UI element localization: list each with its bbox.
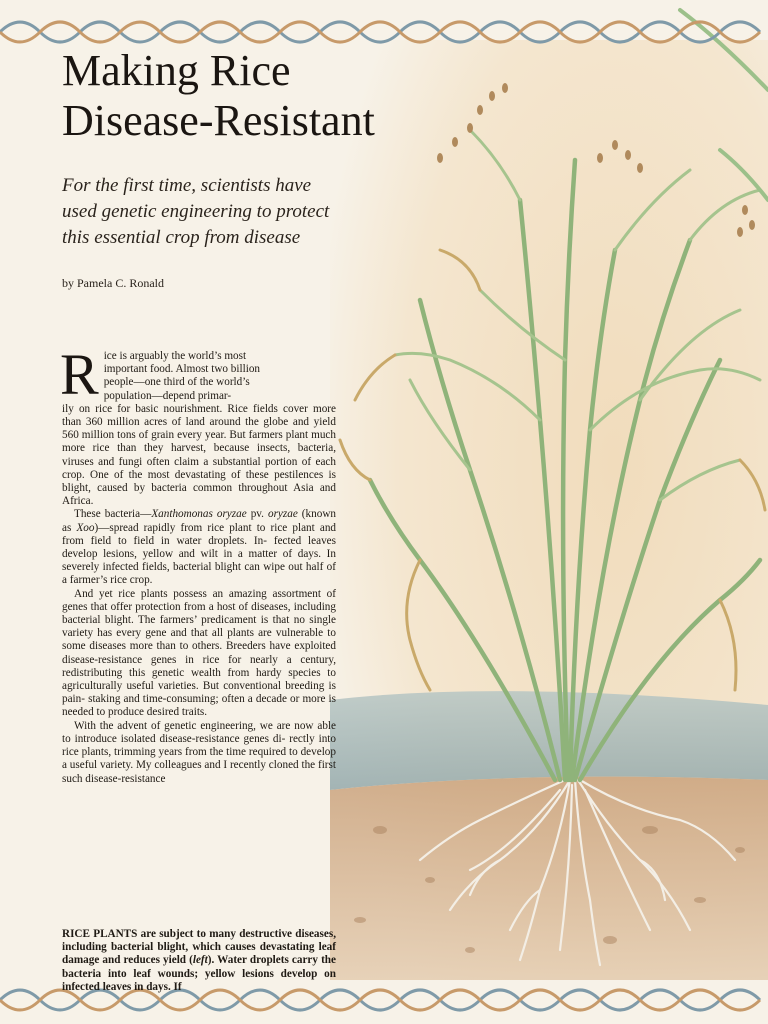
p2-pv: pv.: [246, 508, 268, 521]
caption-after: ). Water droplets carry the bacteria into leaf wounds; yellow lesions develop on infected leaves in days. If: [62, 954, 336, 993]
paragraph-2: [62, 508, 336, 587]
p2-lead: These bacteria—: [74, 508, 152, 521]
paragraph-3: And yet rice plants possess an amazing assortment of genes that offer protection from a host of diseases, including bacterial blight. The farmers’ predicament is that no single variety has every gene and that all plants are vulnerable to some diseases more than to others. Breeders have exploited disease-resistance genes in rice for nearly a century, redistributing this genetic wealth from hardy species to agriculturally useful varieties. But conventional breeding is pain- staking and time-consuming; often a decade or more is needed to produce desired traits.: [62, 587, 336, 719]
caption-before: RICE PLANTS are subject to many destructive diseases, including bacterial blight, which causes devastating leaf damage and reduces yield (: [62, 928, 336, 967]
dna-helix-top-border: [0, 22, 760, 42]
p2-known-as: (known as: [62, 508, 336, 534]
opening-line-3: people—one third of the world’s: [103, 376, 250, 389]
paragraph-1: [60, 342, 336, 508]
p2-pathovar: oryzae: [267, 508, 298, 521]
opening-line-2: important food. Almost two billion: [103, 363, 261, 376]
article-title: [62, 46, 482, 146]
drop-cap: R: [60, 342, 99, 407]
paragraph-4: With the advent of genetic engineering, we are now able to introduce isolated disease-resistance genes di- rectly into rice plants, trimming years from the time required to develop a useful variety. My colleagues and I recently cloned the first such disease-resistance: [62, 719, 336, 785]
paragraph-1-rest: ily on rice for basic nourishment. Rice fields cover more than 360 million acres of land around the globe and yield 560 million tons of grain every year. But farmers plant much more rice than they harvest, because insects, bacteria, viruses and fungi often claim a substantial portion of each crop. One of the most devastating of these pestilences is blight, caused by bacteria common throughout Asia and Africa.: [62, 402, 336, 508]
deck-line-3: this essential crop from disease: [62, 227, 301, 248]
soil-layer: [330, 777, 768, 980]
p2-species: Xanthomonas oryzae: [151, 508, 247, 521]
caption-italic: left: [192, 954, 208, 967]
deck-line-2: used genetic engineering to protect: [62, 201, 330, 222]
opening-line-4: population—depend primar-: [103, 389, 232, 402]
title-line-1: Making Rice: [62, 46, 291, 95]
p2-abbrev: Xoo: [76, 521, 95, 534]
article-body: [60, 342, 337, 786]
title-line-2: Disease-Resistant: [62, 96, 375, 145]
opening-line-1: ice is arguably the world’s most: [103, 350, 247, 362]
p2-rest: )—spread rapidly from rice plant to rice plant and from field to field in water droplets. In- fected leaves develop lesions, yellow and wilt in a matter of days. In severely infected fields, bacterial blight can wipe out half of a farmer’s rice crop.: [62, 521, 337, 587]
deck-line-1: For the first time, scientists have: [62, 175, 312, 196]
figure-caption: [62, 928, 336, 994]
article-deck: [62, 173, 382, 251]
byline: by Pamela C. Ronald: [62, 276, 164, 290]
